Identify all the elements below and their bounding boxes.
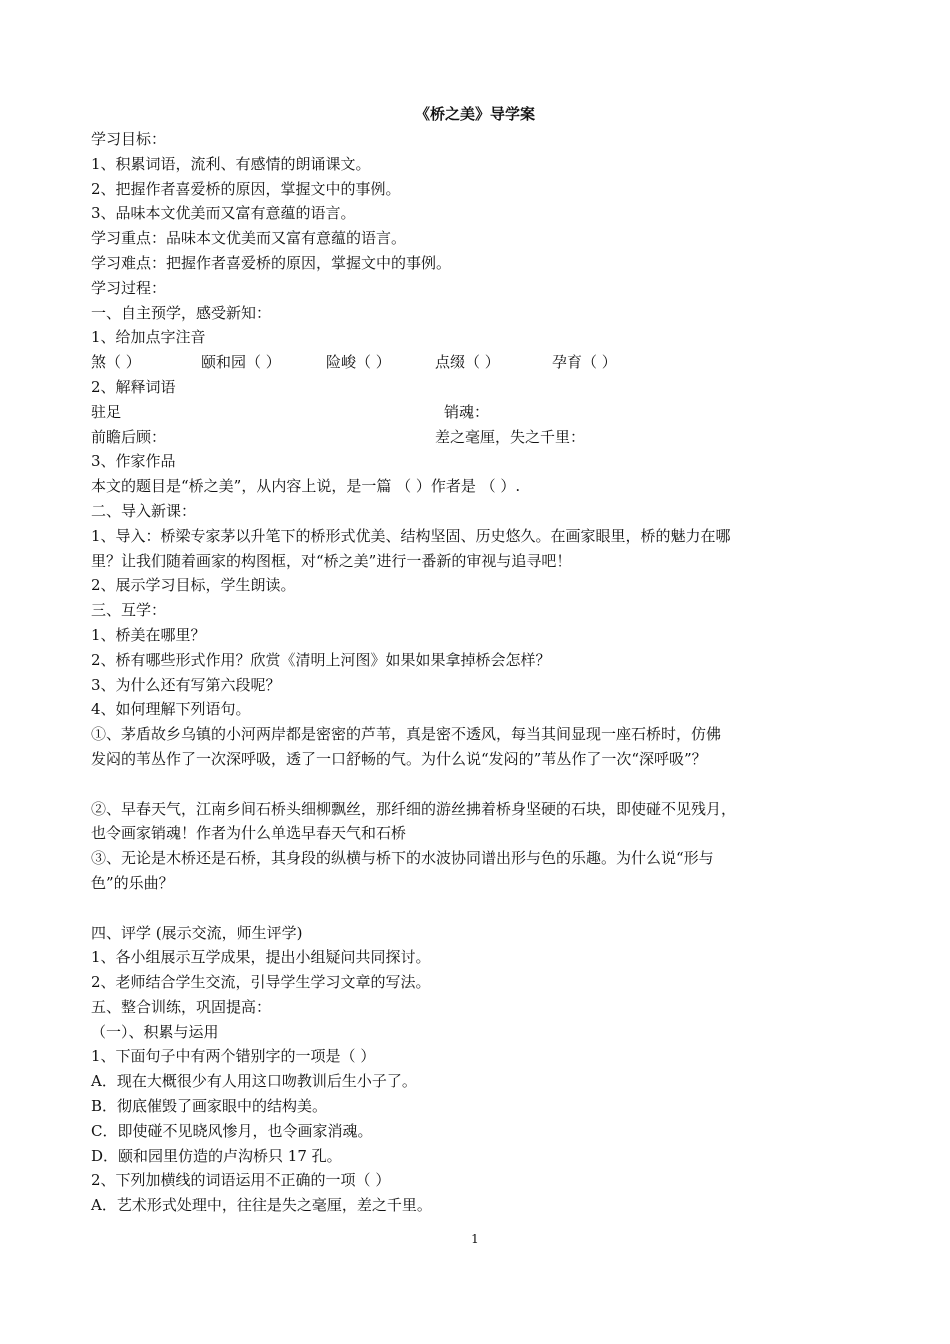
objective-item: 2、把握作者喜爱桥的原因，掌握文中的事例。	[91, 179, 401, 198]
difficulty: 学习难点：把握作者喜爱桥的原因，掌握文中的事例。	[91, 253, 452, 272]
vocab-term: 差之毫厘，失之千里：	[435, 427, 586, 446]
vocab-term: 驻足	[91, 402, 122, 421]
intro-line: 1、导入：桥梁专家茅以升笔下的桥形式优美、结构坚固、历史悠久。在画家眼里，桥的魅力在哪	[91, 526, 731, 545]
section5-heading: 五、整合训练，巩固提高：	[91, 997, 272, 1016]
exercise-option: C．即使碰不见晓风惨月，也令画家消魂。	[91, 1121, 373, 1140]
pinyin-item: 险峻（ ）	[326, 353, 391, 372]
section4-heading: 四、评学 (展示交流，师生评学)	[91, 923, 303, 942]
document-body	[91, 127, 831, 1218]
sentence-line: ③、无论是木桥还是石桥，其身段的纵横与桥下的水波协同谱出形与色的乐趣。为什么说“形与	[91, 849, 714, 868]
exercise-option: D．颐和园里仿造的卢沟桥只 17 孔。	[91, 1146, 342, 1165]
section4-item: 2、老师结合学生交流，引导学生学习文章的写法。	[91, 973, 431, 992]
section2-item: 2、展示学习目标，学生朗读。	[91, 576, 296, 595]
section5-subheading: （一）、积累与运用	[91, 1022, 219, 1041]
section1-heading: 一、自主预学，感受新知：	[91, 303, 272, 322]
page-number: 1	[471, 1232, 479, 1246]
exercise-question: 2、下列加横线的词语运用不正确的一项（ ）	[91, 1171, 391, 1190]
page-title: 《桥之美》导学案	[414, 105, 535, 123]
blank-line	[91, 772, 831, 797]
works-title: 3、作家作品	[91, 452, 176, 471]
question: 2、桥有哪些形式作用？欣赏《清明上河图》如果如果拿掉桥会怎样？	[91, 650, 551, 669]
question: 1、桥美在哪里？	[91, 625, 206, 644]
pinyin-item: 煞（ ）	[91, 353, 141, 372]
sentence-line: 色”的乐曲？	[91, 873, 174, 892]
section4-item: 1、各小组展示互学成果，提出小组疑问共同探讨。	[91, 948, 431, 967]
exercise-option: A．艺术形式处理中，往往是失之毫厘，差之千里。	[91, 1196, 432, 1215]
key-point: 学习重点：品味本文优美而又富有意蕴的语言。	[91, 229, 407, 248]
sentence-line: 发闷的苇丛作了一次深呼吸，透了一口舒畅的气。为什么说“发闷的”苇丛作了一次“深呼吸”？	[91, 749, 707, 768]
exercise-option: A．现在大概很少有人用这口吻教训后生小子了。	[91, 1072, 417, 1091]
vocab-term: 前瞻后顾：	[91, 427, 167, 446]
sentence-line: ①、茅盾故乡乌镇的小河两岸都是密密的芦苇，真是密不透风，每当其间显现一座石桥时，仿佛	[91, 725, 722, 744]
pinyin-row	[91, 350, 831, 375]
section2-heading: 二、导入新课：	[91, 501, 197, 520]
section3-heading: 三、互学：	[91, 601, 167, 620]
question: 4、如何理解下列语句。	[91, 700, 251, 719]
objective-item: 1、积累词语，流利、有感情的朗诵课文。	[91, 154, 371, 173]
question: 3、为什么还有写第六段呢？	[91, 675, 281, 694]
pinyin-title: 1、给加点字注音	[91, 328, 206, 347]
pinyin-item: 孕育（ ）	[552, 353, 617, 372]
vocab-row	[91, 400, 831, 425]
objectives-heading: 学习目标：	[91, 130, 167, 148]
process-heading: 学习过程：	[91, 278, 167, 297]
vocab-term: 销魂：	[444, 402, 490, 421]
sentence-line: ②、早春天气，江南乡间石桥头细柳飘丝，那纤细的游丝拂着桥身坚硬的石块，即使碰不见残月，	[91, 799, 737, 818]
objective-item: 3、品味本文优美而又富有意蕴的语言。	[91, 204, 356, 223]
vocab-row	[91, 425, 831, 450]
blank-line	[91, 896, 831, 921]
works-line: 本文的题目是“桥之美”，从内容上说，是一篇 （ ）作者是 （ ）.	[91, 477, 521, 496]
sentence-line: 也令画家销魂！作者为什么单选早春天气和石桥	[91, 824, 407, 843]
pinyin-item: 颐和园（ ）	[201, 353, 281, 372]
vocab-title: 2、解释词语	[91, 377, 176, 396]
pinyin-item: 点缀（ ）	[435, 353, 500, 372]
exercise-question: 1、下面句子中有两个错别字的一项是（ ）	[91, 1047, 376, 1066]
intro-line: 里？让我们随着画家的构图框，对“桥之美”进行一番新的审视与追寻吧！	[91, 551, 572, 570]
exercise-option: B．彻底催毁了画家眼中的结构美。	[91, 1097, 328, 1116]
